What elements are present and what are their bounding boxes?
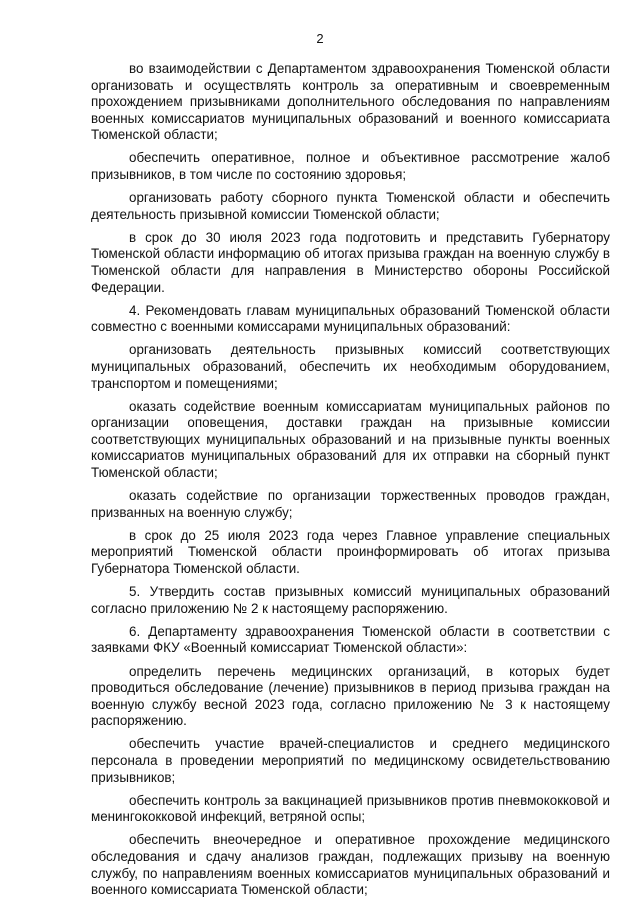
section-4-paragraph: 4. Рекомендовать главам муниципальных образований Тюменской области совместно с военными комиссарами муниципальных образований: (91, 302, 610, 335)
paragraph: оказать содействие военным комиссариатам муниципальных районов по организации оповещения, доставки граждан на призывные комиссии соответствующих муниципальных образований и на призывные пункты военных комиссариатов муниципальных образований для их отправки на сборный пункт Тюменской области; (91, 398, 610, 481)
section-6-paragraph: 6. Департаменту здравоохранения Тюменской области в соответствии с заявками ФКУ «Военный комиссариат Тюменской области»: (91, 623, 610, 656)
section-5-paragraph: 5. Утвердить состав призывных комиссий муниципальных образований согласно приложению № 2 к настоящему распоряжению. (91, 584, 610, 616)
paragraph: обеспечить оперативное, полное и объективное рассмотрение жалоб призывников, в том числе по состоянию здоровья; (91, 150, 610, 183)
paragraph: во взаимодействии с Департаментом здравоохранения Тюменской области организовать и осуществлять контроль за оперативным и своевременным прохождением призывниками дополнительного обследования по направлениям военных комиссариатов муниципальных образований и военного комиссариата Тюменской области; (91, 61, 610, 143)
paragraph: в срок до 25 июля 2023 года через Главное управление специальных мероприятий Тюменской области проинформировать об итогах призыва Губернатора Тюменской области. (91, 527, 610, 577)
paragraph: обеспечить внеочередное и оперативное прохождение медицинского обследования и сдачу анализов граждан, подлежащих призыву на военную службу, по направлениям военных комиссариатов муниципальных образований и военного комиссариата Тюменской области; (91, 832, 610, 898)
paragraph: в срок до 30 июля 2023 года подготовить и представить Губернатору Тюменской области информацию об итогах призыва граждан на военную службу в Тюменской области для направления в Министерство обороны Российской Федерации. (91, 229, 610, 295)
paragraph: обеспечить участие врачей-специалистов и среднего медицинского персонала в проведении мероприятий по медицинскому освидетельствованию призывников; (91, 736, 610, 785)
paragraph: организовать работу сборного пункта Тюменской области и обеспечить деятельность призывной комиссии Тюменской области; (91, 190, 610, 222)
page-number: 2 (316, 31, 324, 46)
paragraph: организовать деятельность призывных комиссий соответствующих муниципальных образований, обеспечить их необходимым оборудованием, транспортом и помещениями; (91, 342, 610, 391)
document-body (91, 61, 610, 905)
paragraph: оказать содействие по организации торжественных проводов граждан, призванных на военную службу; (91, 488, 610, 520)
paragraph: определить перечень медицинских организаций, в которых будет проводиться обследование (лечение) призывников в период призыва граждан на военную службу весной 2023 года, согласно приложению № 3 к настоящему распоряжению. (91, 663, 610, 729)
paragraph: обеспечить контроль за вакцинацией призывников против пневмококковой и менингококковой инфекций, ветряной оспы; (91, 792, 610, 825)
